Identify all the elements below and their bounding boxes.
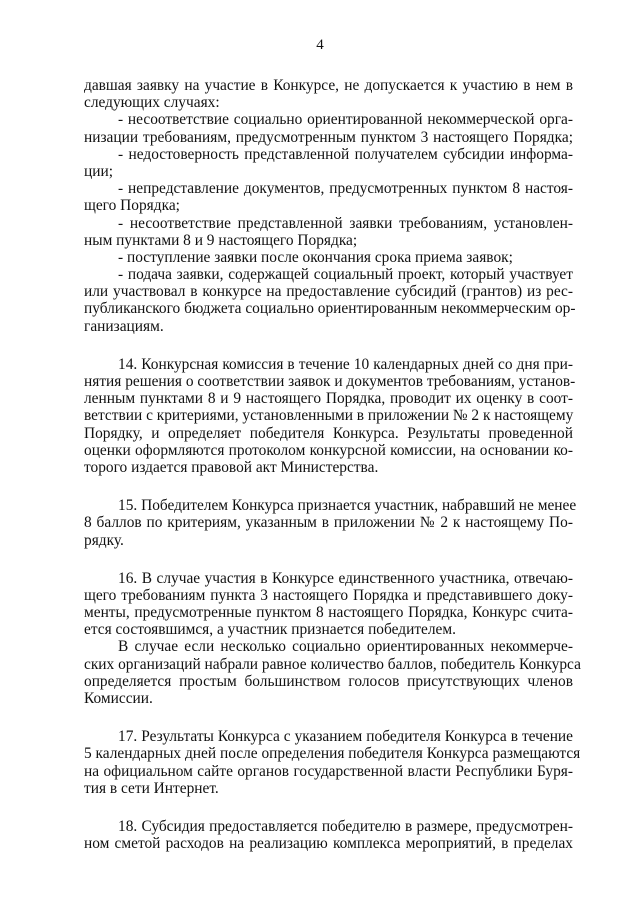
text-line: публиканского бюджета социально ориентированным некоммерческим ор- <box>84 300 576 318</box>
text-line: 17. Результаты Конкурса с указанием победителя Конкурса в течение <box>118 728 573 746</box>
text-line: или участвовал в конкурсе на предоставление субсидий (грантов) из рес- <box>84 283 573 301</box>
text-line: - поступление заявки после окончания срока приема заявок; <box>118 248 513 266</box>
text-line: ется состоявшимся, а участник признается победителем. <box>84 621 456 639</box>
text-line: 16. В случае участия в Конкурсе единственного участника, отвечаю- <box>118 569 573 587</box>
text-line: менты, предусмотренные пунктом 8 настоящего Порядка, Конкурс счита- <box>84 604 573 622</box>
text-line: В случае если несколько социально ориентированных некоммерче- <box>118 638 573 656</box>
text-line: 5 календарных дней после определения победителя Конкурса размещаются <box>84 745 581 763</box>
text-line: щего Порядка; <box>84 197 180 215</box>
text-line: ном сметой расходов на реализацию комплекса мероприятий, в пределах <box>84 835 573 853</box>
text-line: - недостоверность представленной получателем субсидии информа- <box>118 145 573 163</box>
text-line: на официальном сайте органов государственной власти Республики Буря- <box>84 762 573 780</box>
text-line: 14. Конкурсная комиссия в течение 10 календарных дней со дня при- <box>118 355 573 373</box>
paragraph-gap <box>84 335 573 356</box>
text-line: Порядку, и определяет победителя Конкурса. Результаты проведенной <box>84 424 573 442</box>
text-line: низации требованиям, предусмотренным пунктом 3 настоящего Порядка; <box>84 128 573 146</box>
page-number: 4 <box>316 37 324 53</box>
text-line: ным пунктами 8 и 9 настоящего Порядка; <box>84 231 358 249</box>
text-line: - несоответствие представленной заявки требованиям, установлен- <box>118 214 573 232</box>
text-line: следующих случаях: <box>84 94 220 112</box>
text-line: - подача заявки, содержащей социальный проект, который участвует <box>118 266 573 284</box>
paragraph-gap <box>84 707 573 728</box>
text-line: Комиссии. <box>84 690 153 707</box>
text-line: торого издается правовой акт Министерства. <box>84 458 379 476</box>
text-line: ции; <box>84 162 113 180</box>
text-line: ветствии с критериями, установленными в приложении № 2 к настоящему <box>84 407 574 425</box>
text-line: рядку. <box>84 531 124 549</box>
text-line: - несоответствие социально ориентированной некоммерческой орга- <box>118 111 573 129</box>
text-line: ских организаций набрали равное количество баллов, победитель Конкурса <box>84 655 581 673</box>
text-line: - непредставление документов, предусмотренных пунктом 8 настоя- <box>118 180 573 198</box>
text-line: ленным пунктами 8 и 9 настоящего Порядка, проводит их оценку в соот- <box>84 390 573 408</box>
paragraph-gap <box>84 549 573 570</box>
text-line: 8 баллов по критериям, указанным в приложении № 2 к настоящему По- <box>84 514 573 532</box>
document-body <box>84 77 581 853</box>
text-line: 15. Победителем Конкурса признается участник, набравший не менее <box>118 497 577 515</box>
paragraph-gap <box>84 797 573 818</box>
text-line: щего требованиям пункта 3 настоящего Порядка и представившего доку- <box>84 586 573 604</box>
text-line: тия в сети Интернет. <box>84 779 219 797</box>
paragraph-gap <box>84 476 573 497</box>
text-line: оценки оформляются протоколом конкурсной комиссии, на основании ко- <box>84 441 573 459</box>
text-line: 18. Субсидия предоставляется победителю в размере, предусмотрен- <box>118 817 573 835</box>
text-line: давшая заявку на участие в Конкурсе, не допускается к участию в нем в <box>84 77 573 94</box>
text-line: ганизациям. <box>84 317 164 335</box>
text-line: определяется простым большинством голосов присутствующих членов <box>84 672 573 690</box>
text-line: нятия решения о соответствии заявок и документов требованиям, установ- <box>84 373 576 390</box>
